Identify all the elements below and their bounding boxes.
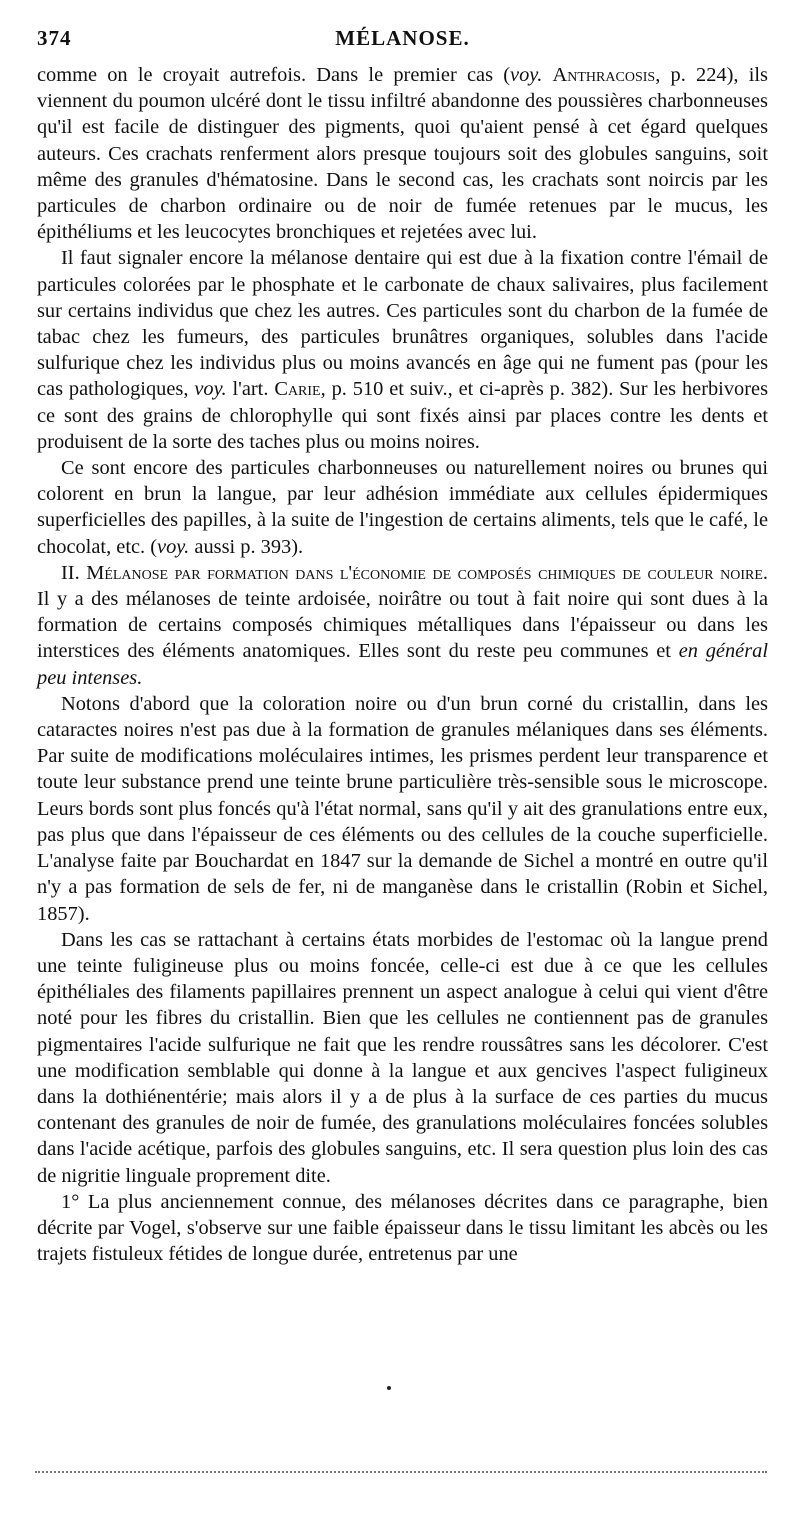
paragraph-1 [37, 62, 768, 245]
text-run: Dans les cas se rattachant à certains états morbides de l'estomac où la langue prend une teinte fuligineuse plus ou moins foncée, celle-ci est due à ce que les cellules épithéliales des filaments papillaires prennent un aspect analogue à celui qui vient d'être noté pour les fibres du cristallin. Bien que les cellules ne contiennent pas de granules pigmentaires l'acide sulfurique ne fait que les rendre roussâtres sans les décolorer. C'est une modification semblable qui donne à la langue et aux gencives l'aspect fuligineux dans la dothiénentérie; mais alors il y a de plus à la surface de ces parties du mucus contenant des granules de noir de fumée, des granulations moléculaires foncées solubles dans l'acide acétique, parfois des globules sanguins, etc. Il sera question plus loin des cas de nigritie linguale proprement dite. [37, 928, 768, 1187]
paragraph-4 [37, 560, 768, 691]
section-heading: Mélanose par formation dans l'économie de composés chimiques de couleur noire. [86, 561, 768, 584]
text-run: Il faut signaler encore la mélanose dentaire qui est due à la fixation contre l'émail de particules colorées par le phosphate et le carbonate de chaux salivaires, plus facilement sur certains individus que chez les autres. Ces particules sont du charbon de la fumée de tabac chez les fumeurs, des particules brunâtres organiques, solubles dans l'acide sulfurique chez les individus plus ou moins avancés en âge qui ne fument pas (pour les cas pathologiques, [37, 247, 768, 401]
paragraph-5 [37, 691, 768, 927]
text-run: 1° La plus anciennement connue, des mélanoses décrites dans ce paragraphe, bien décrite par Vogel, s'observe sur une faible épaisseur dans le tissu limitant les abcès ou les trajets fistuleux fétides de longue durée, entretenus par une [37, 1190, 768, 1266]
text-run: , p. 224), ils viennent du poumon ulcéré dont le tissu infiltré abandonne des poussières charbonneuses qu'il est facile de distinguer des pigments, quoi qu'aient pensé à cet égard quelques auteurs. Ces crachats renferment alors presque toujours soit des globules sanguins, soit même des granules d'hématosine. Dans le second cas, les crachats sont noircis par les particules de charbon ordinaire ou de noir de fumée retenues par le mucus, les épithéliums et les leucocytes bronchiques et rejetées avec lui. [37, 64, 768, 244]
page-number: 374 [37, 26, 72, 50]
ref-carie: Carie [274, 378, 321, 401]
paragraph-6 [37, 927, 768, 1189]
text-run: comme on le croyait autrefois. Dans le premier cas ( [37, 64, 511, 86]
text-run: , p. 510 et suiv., et ci-après p. 382). Sur les herbivores ce sont des grains de chlorophylle qui sont fixés ainsi par places contre les dents et produisent de la sorte des taches plus ou moins noires. [37, 378, 769, 453]
print-speck [387, 1386, 391, 1390]
paragraph-2 [37, 245, 768, 455]
voy-abbrev: voy. [510, 64, 543, 86]
running-title: MÉLANOSE. [335, 26, 470, 50]
text-run: Ce sont encore des particules charbonneuses ou naturellement noires ou brunes qui colorent en brun la langue, par leur adhésion immédiate aux cellules épidermiques superficielles des papilles, à la suite de l'ingestion de certains aliments, tels que le café, le chocolat, etc. ( [37, 457, 768, 558]
text-run: l'art. [226, 378, 275, 401]
page-header [37, 26, 768, 62]
voy-abbrev: voy. [157, 535, 190, 558]
ref-anthracosis: Anthracosis [552, 64, 656, 86]
bottom-dotted-rule [35, 1471, 767, 1473]
paragraph-3 [37, 455, 768, 560]
section-numeral: II. [61, 561, 80, 584]
emphasis: en général peu intenses. [37, 640, 768, 689]
page [37, 26, 768, 1267]
text-run: aussi p. 393). [189, 535, 304, 558]
text-run: Il y a des mélanoses de teinte ardoisée, noirâtre ou tout à fait noire qui sont dues à la formation de certains composés chimiques métalliques dans l'épaisseur ou dans les interstices des éléments anatomiques. Elles sont du reste peu communes et [37, 588, 768, 663]
body-text [37, 62, 768, 1267]
text-run: Notons d'abord que la coloration noire ou d'un brun corné du cristallin, dans les cataractes noires n'est pas due à la formation de granules mélaniques dans ses éléments. Par suite de modifications moléculaires intimes, les prismes perdent leur transparence et toute leur substance prend une teinte brune particulière très-sensible sous le microscope. Leurs bords sont plus foncés qu'à l'état normal, sans qu'il y ait des granulations entre eux, pas plus que dans l'épaisseur de ces éléments ou des cellules de la couche superficielle. L'analyse faite par Bouchardat en 1847 sur la demande de Sichel a montré en outre qu'il n'y a pas formation de sels de fer, ni de manganèse dans le cristallin (Robin et Sichel, 1857). [37, 692, 768, 925]
voy-abbrev: voy. [194, 378, 227, 401]
paragraph-7 [37, 1189, 768, 1268]
